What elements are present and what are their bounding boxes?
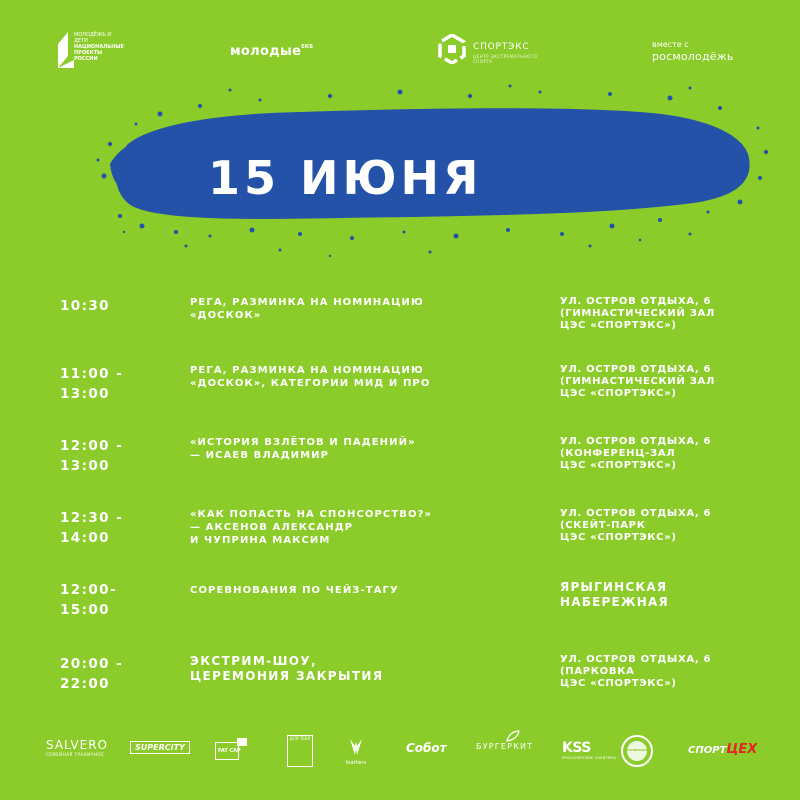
schedule-place: УЛ. ОСТРОВ ОТДЫХА, 6 (СКЕЙТ-ПАРК ЦЭС «СПОРТЭКС») [560, 508, 712, 543]
leaf-icon [506, 730, 520, 742]
national-projects-logo [56, 30, 124, 72]
schedule-event: «ИСТОРИЯ ВЗЛЁТОВ И ПАДЕНИЙ» — ИСАЕВ ВЛАДИМИР [190, 437, 416, 461]
schedule-place: УЛ. ОСТРОВ ОТДЫХА, 6 (ПАРКОВКА ЦЭС «СПОРТЭКС») [560, 654, 712, 689]
schedule-place: ЯРЫГИНСКАЯ НАБЕРЕЖНАЯ [560, 580, 669, 609]
sporteks-mark-icon [437, 34, 467, 64]
feathers-logo: feathers [343, 738, 369, 766]
schedule-event: ЭКСТРИМ-ШОУ, ЦЕРЕМОНИЯ ЗАКРЫТИЯ [190, 654, 384, 683]
feathers-mark-icon [349, 738, 363, 756]
schedule-time: 10:30 [60, 298, 110, 314]
schedule-event: СОРЕВНОВАНИЯ ПО ЧЕЙЗ-ТАГУ [190, 585, 399, 596]
molodye-logo: молодые$^{ЕКБ}$ [230, 44, 314, 59]
np-text: МОЛОДЁЖЬ И ДЕТИ НАЦИОНАЛЬНЫЕ ПРОЕКТЫ РОССИИ [74, 32, 124, 62]
grid-logo: ДЛЯ ТЕБЯ [287, 735, 313, 767]
sporteks-logo: СПОРТЭКС ЦЕНТР ЭКСТРЕМАЛЬНОГО СПОРТА [437, 34, 547, 66]
barbershop-badge-logo: БАРБЕРШОП [620, 734, 654, 768]
sobot-logo: Собот [406, 741, 447, 755]
fatcap-cap-icon [237, 738, 247, 748]
schedule-time: 12:00 - 13:00 [60, 438, 124, 474]
schedule-place: УЛ. ОСТРОВ ОТДЫХА, 6 (КОНФЕРЕНЦ-ЗАЛ ЦЭС «СПОРТЭКС») [560, 436, 712, 471]
page-title: 15 ИЮНЯ [208, 151, 483, 205]
schedule-event: «КАК ПОПАСТЬ НА СПОНСОРСТВО?» — АКСЕНОВ АЛЕКСАНДР И ЧУПРИНА МАКСИМ [190, 509, 433, 546]
schedule-time: 12:30 - 14:00 [60, 510, 124, 546]
sportceh-logo: СПОРТЦЕХ [688, 742, 758, 757]
supercity-logo: SUPERCITY [130, 741, 190, 754]
schedule-event: РЕГА, РАЗМИНКА НА НОМИНАЦИЮ «ДОСКОК» [190, 297, 424, 321]
burgerkit-logo: БУРГЕРКИТ [476, 742, 533, 751]
schedule-place: УЛ. ОСТРОВ ОТДЫХА, 6 (ГИМНАСТИЧЕСКИЙ ЗАЛ ЦЭС «СПОРТЭКС») [560, 364, 715, 399]
schedule-place: УЛ. ОСТРОВ ОТДЫХА, 6 (ГИМНАСТИЧЕСКИЙ ЗАЛ ЦЭС «СПОРТЭКС») [560, 296, 715, 331]
schedule-time: 20:00 - 22:00 [60, 656, 124, 692]
salvero-logo: SALVERO СЕМЕЙНАЯ ГРАНИЧНОЕ [46, 738, 108, 757]
np-mark-icon [56, 30, 76, 70]
schedule-time: 12:00- 15:00 [60, 582, 117, 618]
rosmolodezh-logo: вместе с росмолодёжь [652, 40, 734, 63]
schedule-event: РЕГА, РАЗМИНКА НА НОМИНАЦИЮ «ДОСКОК», КАТЕГОРИИ МИД И ПРО [190, 365, 431, 389]
kss-logo: KSS КРАСНОЯРСКИЕ СКЕЙТЕРЫ [562, 740, 616, 760]
fatcap-logo: FAT CAP [215, 738, 245, 760]
schedule-time: 11:00 - 13:00 [60, 366, 124, 402]
